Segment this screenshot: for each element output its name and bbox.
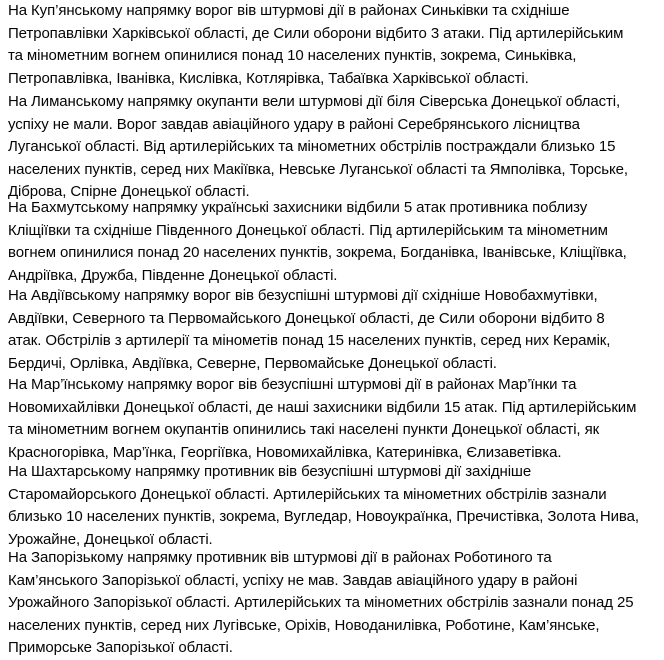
paragraph-marinka: [8, 374, 658, 464]
text-line: На Авдіївському напрямку ворог вів безуспішні штурмові дії східніше Новобахмутівки,: [8, 287, 598, 304]
text-line: Урожайного Запорізької області. Артилерійських та мінометних обстрілів зазнали понад 25: [8, 594, 634, 612]
text-line: населених пунктів, серед них Макіївка, Невське Луганської області та Ямполівка, Торське,: [8, 160, 628, 178]
text-line: Кліщіївки та східніше Південного Донецької області. Під артилерійським та мінометним: [8, 221, 608, 239]
text-line: Новомихайлівки Донецької області, де наші захисники відбили 15 атак. Під артилерійським: [8, 398, 637, 416]
text-line: Авдіївки, Северного та Первомайського Донецької області, де Сили оборони відбито 8: [8, 309, 605, 327]
paragraph-avdiivka: [8, 285, 658, 375]
text-line: На Куп’янському напрямку ворог вів штурмові дії в районах Синьківки та східніше: [8, 2, 570, 19]
text-line: близько 10 населених пунктів, зокрема, Вугледар, Новоукраїнка, Пречистівка, Золота Нива,: [8, 508, 639, 526]
paragraph-kupiansk: [8, 0, 658, 90]
text-line: Діброва, Спірне Донецької області.: [8, 183, 250, 201]
text-line: атак. Обстрілів з артилерії та мінометів понад 15 населених пунктів, серед них Керамік,: [8, 332, 611, 350]
text-line: Старомайорського Донецької області. Артилерійських та мінометних обстрілів зазнали: [8, 485, 607, 503]
text-line: Петропавлівки Харківської області, де Сили оборони відбито 3 атаки. Під артилерійським: [8, 24, 624, 42]
paragraph-shakhtarsk: [8, 461, 658, 551]
text-line: Бердичі, Орлівка, Авдіївка, Северне, Первомайське Донецької області.: [8, 354, 497, 372]
text-line: Кам’янського Запорізької області, успіху не мав. Завдав авіаційного удару в районі: [8, 571, 578, 589]
text-line: успіху не мали. Ворог завдав авіаційного удару в районі Серебрянського лісництва: [8, 115, 580, 133]
text-line: Петропавлівка, Іванівка, Кислівка, Котлярівка, Табаївка Харківської області.: [8, 69, 529, 87]
text-line: вогнем опинилися понад 20 населених пунктів, зокрема, Богданівка, Іванівське, Кліщіївка,: [8, 244, 627, 262]
text-line: На Запорізькому напрямку противник вів штурмові дії в районах Роботиного та: [8, 549, 552, 566]
text-line: На Мар’їнському напрямку ворог вів безуспішні штурмові дії в районах Мар’їнки та: [8, 376, 577, 393]
text-line: Приморське Запорізької області.: [8, 639, 233, 657]
paragraph-bakhmut: [8, 197, 658, 287]
text-line: Урожайне, Донецької області.: [8, 530, 213, 548]
text-line: Андріївка, Дружба, Південне Донецької області.: [8, 266, 338, 284]
text-line: населених пунктів, серед них Лугівське, Оріхів, Новоданилівка, Роботине, Кам’янське,: [8, 616, 600, 634]
paragraph-zaporizhzhia: [8, 547, 658, 660]
text-line: та мінометним вогнем опинилися понад 10 населених пунктів, зокрема, Синьківка,: [8, 47, 577, 65]
text-line: Красногорівка, Мар’їнка, Георгіївка, Новомихайлівка, Катеринівка, Єлизаветівка.: [8, 443, 562, 461]
text-line: На Бахмутському напрямку українські захисники відбили 5 атак противника поблизу: [8, 199, 588, 216]
text-line: На Лиманському напрямку окупанти вели штурмові дії біля Сіверська Донецької області,: [8, 93, 621, 110]
paragraph-lyman: [8, 91, 658, 204]
text-line: та мінометним вогнем окупантів опинились такі населені пункти Донецької області, як: [8, 421, 600, 439]
text-line: На Шахтарському напрямку противник вів безуспішні штурмові дії західніше: [8, 463, 532, 480]
text-line: Луганської області. Від артилерійських та мінометних обстрілів постраждали близько 15: [8, 138, 616, 156]
